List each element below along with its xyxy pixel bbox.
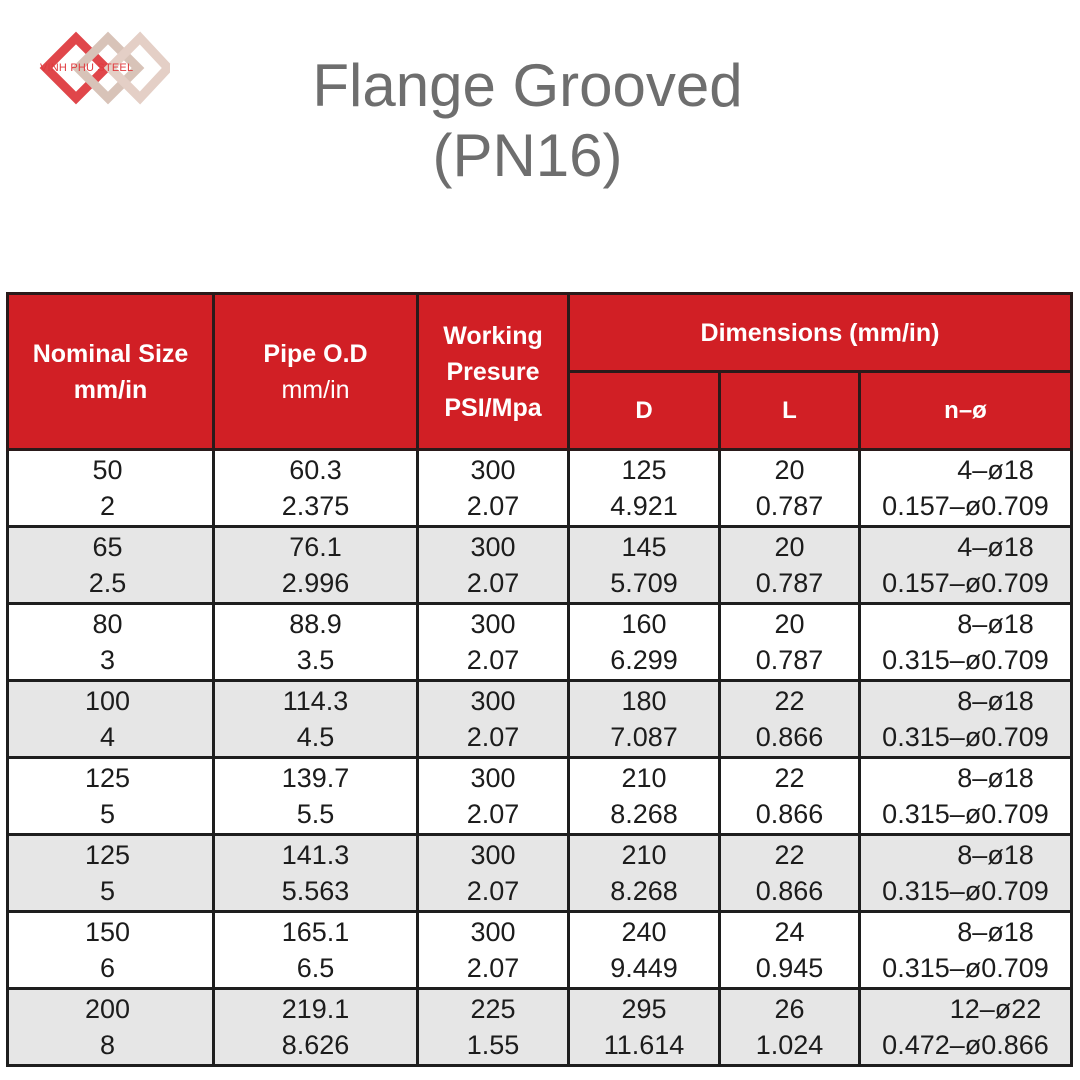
cell-dimension-d (569, 681, 720, 758)
cell-n-diameter (860, 681, 1072, 758)
metric-value: 22 (774, 763, 805, 793)
metric-value: 125 (84, 763, 131, 793)
imperial-value: 2.5 (88, 568, 127, 598)
header-dimensions: Dimensions (mm/in) (569, 294, 1072, 372)
imperial-value: 6 (99, 953, 116, 983)
cell-nominal-size (8, 527, 214, 604)
cell-n-diameter (860, 604, 1072, 681)
cell-working-pressure (418, 450, 569, 527)
imperial-value: 2.07 (466, 722, 520, 752)
imperial-value: 0.866 (755, 799, 824, 829)
cell-nominal-size (8, 989, 214, 1066)
metric-value: 160 (621, 609, 667, 639)
cell-working-pressure (418, 527, 569, 604)
imperial-value: 2 (99, 491, 116, 521)
imperial-value: 0.787 (755, 568, 824, 598)
imperial-value: 2.996 (281, 568, 350, 598)
metric-value: 300 (470, 609, 516, 639)
metric-value: 20 (774, 609, 805, 639)
metric-value: 100 (84, 686, 131, 716)
header-nominal-size: Nominal Size mm/in (8, 294, 214, 450)
cell-nominal-size (8, 912, 214, 989)
cell-n-diameter (860, 989, 1072, 1066)
imperial-value: 2.07 (466, 645, 520, 675)
table-body (8, 450, 1072, 1066)
metric-value: 26 (774, 994, 805, 1024)
page-title: Flange Grooved (312, 52, 743, 119)
metric-value: 24 (774, 917, 805, 947)
metric-value: 8–ø18 (957, 840, 1034, 870)
cell-pipe-od (214, 835, 418, 912)
cell-nominal-size (8, 450, 214, 527)
imperial-value: 3 (99, 645, 116, 675)
imperial-value: 9.449 (610, 953, 678, 983)
cell-n-diameter (860, 450, 1072, 527)
flange-spec-table (6, 292, 1073, 1067)
metric-value: 210 (621, 840, 667, 870)
cell-working-pressure (418, 989, 569, 1066)
metric-value: 240 (621, 917, 667, 947)
metric-value: 145 (621, 532, 667, 562)
metric-value: 65 (92, 532, 123, 562)
cell-dimension-l (720, 450, 860, 527)
imperial-value: 0.787 (755, 645, 824, 675)
cell-pipe-od (214, 989, 418, 1066)
metric-value: 50 (92, 455, 123, 485)
table-row (8, 527, 1072, 604)
cell-dimension-l (720, 758, 860, 835)
cell-nominal-size (8, 758, 214, 835)
table-row (8, 450, 1072, 527)
cell-dimension-l (720, 912, 860, 989)
metric-value: 8–ø18 (957, 763, 1034, 793)
imperial-value: 2.07 (466, 799, 520, 829)
metric-value: 125 (621, 455, 667, 485)
imperial-value: 7.087 (610, 722, 678, 752)
imperial-value: 2.07 (466, 876, 520, 906)
imperial-value: 2.07 (466, 491, 520, 521)
table-row (8, 912, 1072, 989)
cell-working-pressure (418, 604, 569, 681)
metric-value: 200 (84, 994, 131, 1024)
cell-pipe-od (214, 681, 418, 758)
metric-value: 8–ø18 (957, 686, 1034, 716)
imperial-value: 5.709 (610, 568, 678, 598)
header-n-diameter: n–ø (860, 372, 1072, 450)
imperial-value: 0.157–ø0.709 (882, 568, 1049, 598)
imperial-value: 0.315–ø0.709 (882, 799, 1049, 829)
metric-value: 88.9 (289, 609, 342, 639)
metric-value: 219.1 (281, 994, 350, 1024)
table-row (8, 681, 1072, 758)
metric-value: 225 (470, 994, 516, 1024)
cell-dimension-d (569, 989, 720, 1066)
imperial-value: 3.5 (296, 645, 335, 675)
cell-dimension-d (569, 450, 720, 527)
metric-value: 150 (84, 917, 131, 947)
metric-value: 80 (92, 609, 123, 639)
header-pipe-od: Pipe O.D mm/in (214, 294, 418, 450)
logo-text: VINH PHU STEEL (40, 62, 134, 74)
metric-value: 125 (84, 840, 131, 870)
cell-n-diameter (860, 835, 1072, 912)
imperial-value: 0.315–ø0.709 (882, 722, 1049, 752)
table-row (8, 835, 1072, 912)
metric-value: 22 (774, 686, 805, 716)
imperial-value: 0.945 (755, 953, 824, 983)
imperial-value: 0.866 (755, 876, 824, 906)
cell-nominal-size (8, 604, 214, 681)
table-row (8, 989, 1072, 1066)
cell-dimension-d (569, 527, 720, 604)
metric-value: 165.1 (281, 917, 350, 947)
imperial-value: 5 (99, 876, 116, 906)
metric-value: 180 (621, 686, 667, 716)
cell-pipe-od (214, 450, 418, 527)
table-row (8, 604, 1072, 681)
metric-value: 139.7 (281, 763, 350, 793)
imperial-value: 6.299 (610, 645, 678, 675)
metric-value: 4–ø18 (957, 455, 1034, 485)
imperial-value: 0.866 (755, 722, 824, 752)
cell-working-pressure (418, 681, 569, 758)
metric-value: 300 (470, 532, 516, 562)
cell-nominal-size (8, 681, 214, 758)
cell-pipe-od (214, 912, 418, 989)
imperial-value: 6.5 (296, 953, 335, 983)
cell-dimension-d (569, 835, 720, 912)
header-l: L (720, 372, 860, 450)
cell-dimension-l (720, 835, 860, 912)
spec-table-container (6, 292, 1070, 1067)
metric-value: 300 (470, 455, 516, 485)
imperial-value: 5 (99, 799, 116, 829)
imperial-value: 4 (99, 722, 116, 752)
metric-value: 114.3 (282, 686, 349, 716)
metric-value: 60.3 (289, 455, 342, 485)
imperial-value: 0.157–ø0.709 (882, 491, 1049, 521)
header-d: D (569, 372, 720, 450)
imperial-value: 5.563 (281, 876, 350, 906)
imperial-value: 8 (99, 1030, 116, 1060)
imperial-value: 0.787 (755, 491, 824, 521)
imperial-value: 4.5 (296, 722, 335, 752)
metric-value: 210 (621, 763, 667, 793)
imperial-value: 0.315–ø0.709 (882, 645, 1049, 675)
cell-pipe-od (214, 604, 418, 681)
imperial-value: 0.472–ø0.866 (882, 1030, 1049, 1060)
metric-value: 22 (774, 840, 805, 870)
cell-n-diameter (860, 527, 1072, 604)
cell-working-pressure (418, 912, 569, 989)
metric-value: 141.3 (281, 840, 350, 870)
imperial-value: 1.024 (755, 1030, 824, 1060)
imperial-value: 1.55 (466, 1030, 520, 1060)
metric-value: 20 (774, 532, 805, 562)
cell-pipe-od (214, 758, 418, 835)
imperial-value: 5.5 (296, 799, 335, 829)
cell-dimension-d (569, 758, 720, 835)
cell-dimension-l (720, 989, 860, 1066)
metric-value: 12–ø22 (949, 994, 1042, 1024)
cell-dimension-d (569, 912, 720, 989)
metric-value: 300 (470, 840, 516, 870)
metric-value: 8–ø18 (957, 917, 1034, 947)
metric-value: 20 (774, 455, 805, 485)
imperial-value: 2.375 (281, 491, 350, 521)
cell-n-diameter (860, 912, 1072, 989)
cell-nominal-size (8, 835, 214, 912)
header-working-pressure: Working Presure PSI/Mpa (418, 294, 569, 450)
metric-value: 300 (470, 917, 516, 947)
metric-value: 295 (621, 994, 667, 1024)
imperial-value: 8.626 (281, 1030, 350, 1060)
cell-dimension-l (720, 604, 860, 681)
cell-n-diameter (860, 758, 1072, 835)
imperial-value: 2.07 (466, 568, 520, 598)
metric-value: 4–ø18 (957, 532, 1034, 562)
imperial-value: 8.268 (610, 799, 678, 829)
imperial-value: 11.614 (603, 1030, 685, 1060)
page-subtitle: (PN16) (432, 122, 623, 189)
cell-pipe-od (214, 527, 418, 604)
imperial-value: 0.315–ø0.709 (882, 876, 1049, 906)
metric-value: 300 (470, 686, 516, 716)
imperial-value: 4.921 (610, 491, 678, 521)
cell-dimension-l (720, 527, 860, 604)
metric-value: 300 (470, 763, 516, 793)
metric-value: 76.1 (289, 532, 342, 562)
metric-value: 8–ø18 (957, 609, 1034, 639)
cell-working-pressure (418, 758, 569, 835)
imperial-value: 2.07 (466, 953, 520, 983)
cell-dimension-l (720, 681, 860, 758)
imperial-value: 8.268 (610, 876, 678, 906)
imperial-value: 0.315–ø0.709 (882, 953, 1049, 983)
table-row (8, 758, 1072, 835)
cell-working-pressure (418, 835, 569, 912)
cell-dimension-d (569, 604, 720, 681)
